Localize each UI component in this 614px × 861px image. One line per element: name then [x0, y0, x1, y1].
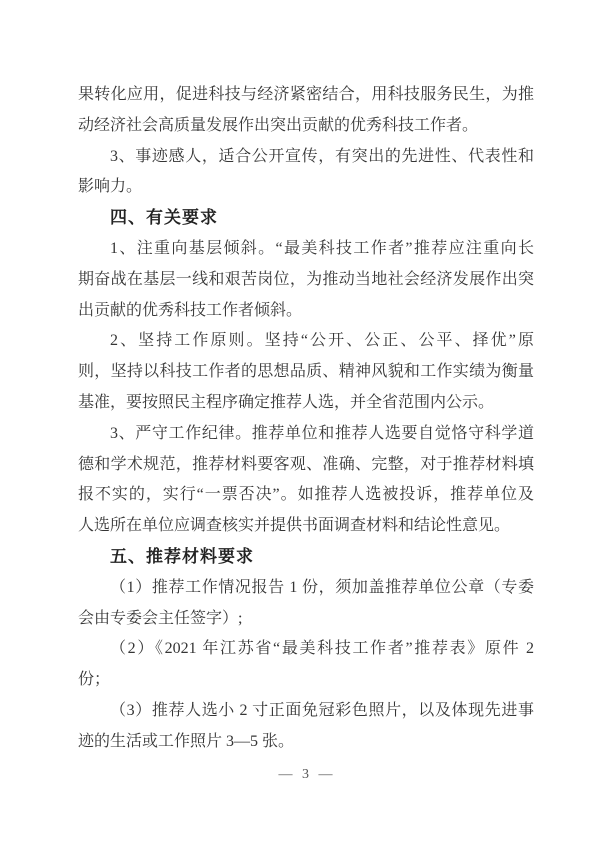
text-line: 2、坚持工作原则。坚持“公开、公正、公平、择优”原 [110, 332, 534, 350]
text-line: （3）推荐人选小 2 寸正面免冠彩色照片，以及体现先进事 [110, 701, 534, 719]
text-line: 果转化应用，促进科技与经济紧密结合，用科技服务民生，为推 [78, 86, 534, 103]
text-line: 影响力。 [78, 178, 143, 196]
text-line: 3、事迹感人，适合公开宣传，有突出的先进性、代表性和 [110, 147, 534, 165]
text-line: （1）推荐工作情况报告 1 份，须加盖推荐单位公章（专委 [110, 578, 534, 596]
text-line: 人选所在单位应调查核实并提供书面调查材料和结论性意见。 [78, 517, 511, 535]
text-line: 迹的生活或工作照片 3—5 张。 [78, 732, 295, 750]
text-line: 出贡献的优秀科技工作者倾斜。 [78, 301, 303, 319]
page-number: — 3 — [278, 767, 336, 782]
section-heading: 五、推荐材料要求 [110, 546, 254, 566]
text-line: 报不实的，实行“一票否决”。如推荐人选被投诉，推荐单位及 [78, 486, 534, 504]
text-line: 则，坚持以科技工作者的思想品质、精神风貌和工作实绩为衡量 [78, 363, 534, 381]
text-line: 动经济社会高质量发展作出突出贡献的优秀科技工作者。 [78, 116, 479, 134]
text-line: 会由专委会主任签字）; [78, 609, 243, 627]
text-line: 1、注重向基层倾斜。“最美科技工作者”推荐应注重向长 [110, 239, 534, 257]
text-line: 基准，要按照民主程序确定推荐人选，并全省范围内公示。 [78, 393, 495, 411]
text-line: （2）《2021 年江苏省“最美科技工作者”推荐表》原件 2 [110, 640, 534, 658]
text-line: 3、严守工作纪律。推荐单位和推荐人选要自觉恪守科学道 [110, 424, 534, 442]
text-line: 德和学术规范，推荐材料要客观、准确、完整，对于推荐材料填 [78, 455, 534, 473]
text-line: 期奋战在基层一线和艰苦岗位，为推动当地社会经济发展作出突 [78, 270, 534, 288]
document-body [78, 80, 534, 758]
section-heading: 四、有关要求 [110, 208, 218, 228]
text-line: 份； [78, 671, 111, 689]
